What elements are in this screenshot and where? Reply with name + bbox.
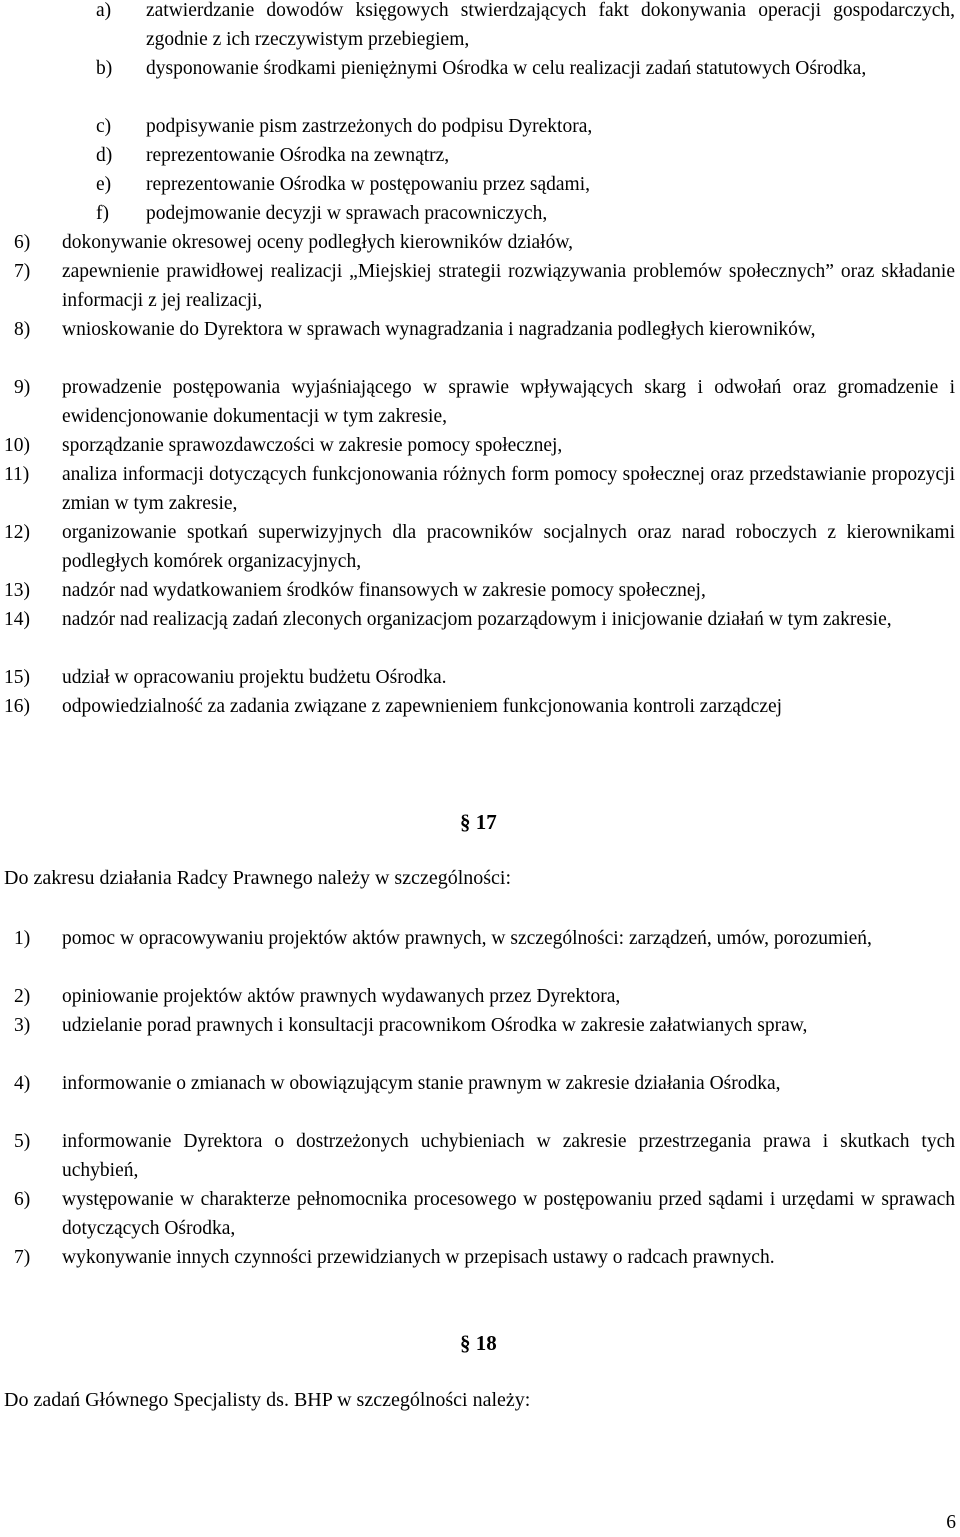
list-item-label: 8): [14, 319, 31, 340]
list-item-label: 15): [4, 667, 30, 688]
list-item-label: 7): [14, 1247, 31, 1268]
list-item-text: zatwierdzanie dowodów księgowych stwierdzających fakt dokonywania operacji gospodarczych, zgodnie z ich rzeczywistym przebiegiem,: [146, 0, 955, 50]
section-heading-18: § 18: [460, 1331, 497, 1355]
list-item-label: 6): [14, 232, 31, 253]
list-item-label: 4): [14, 1073, 31, 1094]
list-item-text: wnioskowanie do Dyrektora w sprawach wynagradzania i nagradzania podległych kierowników,: [62, 319, 816, 340]
list-item-label: 16): [4, 696, 30, 717]
section-17-intro: Do zakresu działania Radcy Prawnego należy w szczególności:: [4, 867, 512, 889]
list-item-text: reprezentowanie Ośrodka na zewnątrz,: [146, 145, 450, 166]
list-item-label: f): [96, 203, 109, 224]
list-item-text: zapewnienie prawidłowej realizacji „Miejskiej strategii rozwiązywania problemów społecznych” oraz składanie informacji z jej realizacji,: [62, 261, 955, 311]
list-item-text: informowanie Dyrektora o dostrzeżonych uchybieniach w zakresie przestrzegania prawa i skutkach tych uchybień,: [62, 1131, 955, 1181]
list-item-label: 10): [4, 435, 30, 456]
list-item-text: reprezentowanie Ośrodka w postępowaniu przez sądami,: [146, 174, 590, 195]
list-item-label: 12): [4, 522, 30, 543]
list-item-text: nadzór nad realizacją zadań zleconych organizacjom pozarządowym i inicjowanie działań w tym zakresie,: [62, 609, 892, 630]
list-item-label: 14): [4, 609, 30, 630]
list-item-label: b): [96, 58, 113, 79]
list-item-text: sporządzanie sprawozdawczości w zakresie pomocy społecznej,: [62, 435, 563, 456]
page-number: 6: [946, 1512, 956, 1533]
section-heading-17: § 17: [460, 810, 497, 834]
section-18-intro: Do zadań Głównego Specjalisty ds. BHP w szczególności należy:: [4, 1389, 531, 1411]
list-item-text: dysponowanie środkami pieniężnymi Ośrodka w celu realizacji zadań statutowych Ośrodka,: [146, 58, 867, 79]
list-item-label: e): [96, 174, 112, 195]
list-item-label: c): [96, 116, 112, 137]
list-item-text: udział w opracowaniu projektu budżetu Ośrodka.: [62, 667, 447, 688]
list-item-label: 9): [14, 377, 31, 398]
list-item-label: 11): [4, 464, 30, 485]
list-item-text: nadzór nad wydatkowaniem środków finansowych w zakresie pomocy społecznej,: [62, 580, 706, 601]
list-item-text: prowadzenie postępowania wyjaśniającego w sprawie wpływających skarg i odwołań oraz gromadzenie i ewidencjonowanie dokumentacji w tym zakresie,: [62, 377, 955, 427]
list-item-label: 7): [14, 261, 31, 282]
list-item-label: 3): [14, 1015, 31, 1036]
list-item-text: informowanie o zmianach w obowiązującym stanie prawnym w zakresie działania Ośrodka,: [62, 1073, 781, 1094]
list-item-text: organizowanie spotkań superwizyjnych dla pracowników socjalnych oraz narad roboczych z kierownikami podległych komórek organizacyjnych,: [62, 522, 955, 572]
list-item-text: podejmowanie decyzji w sprawach pracowniczych,: [146, 203, 548, 224]
list-item-text: udzielanie porad prawnych i konsultacji pracownikom Ośrodka w zakresie załatwianych spraw,: [62, 1015, 808, 1036]
list-item-text: dokonywanie okresowej oceny podległych kierowników działów,: [62, 232, 574, 253]
list-item-label: 1): [14, 928, 31, 949]
list-item-text: występowanie w charakterze pełnomocnika procesowego w postępowaniu przed sądami i urzędami w sprawach dotyczących Ośrodka,: [62, 1189, 955, 1239]
list-item-label: 2): [14, 986, 31, 1007]
list-item-text: wykonywanie innych czynności przewidzianych w przepisach ustawy o radcach prawnych.: [62, 1247, 775, 1268]
list-item-text: analiza informacji dotyczących funkcjonowania różnych form pomocy społecznej oraz przedstawianie propozycji zmian w tym zakresie,: [62, 464, 955, 514]
list-item-label: 5): [14, 1131, 31, 1152]
list-item-text: podpisywanie pism zastrzeżonych do podpisu Dyrektora,: [146, 116, 593, 137]
list-item-text: pomoc w opracowywaniu projektów aktów prawnych, w szczególności: zarządzeń, umów, porozumień,: [62, 928, 872, 949]
list-item-label: 13): [4, 580, 30, 601]
list-item-text: odpowiedzialność za zadania związane z zapewnieniem funkcjonowania kontroli zarządczej: [62, 696, 783, 717]
list-item-text: opiniowanie projektów aktów prawnych wydawanych przez Dyrektora,: [62, 986, 621, 1007]
list-item-label: 6): [14, 1189, 31, 1210]
list-item-label: a): [96, 0, 112, 21]
list-item-label: d): [96, 145, 113, 166]
